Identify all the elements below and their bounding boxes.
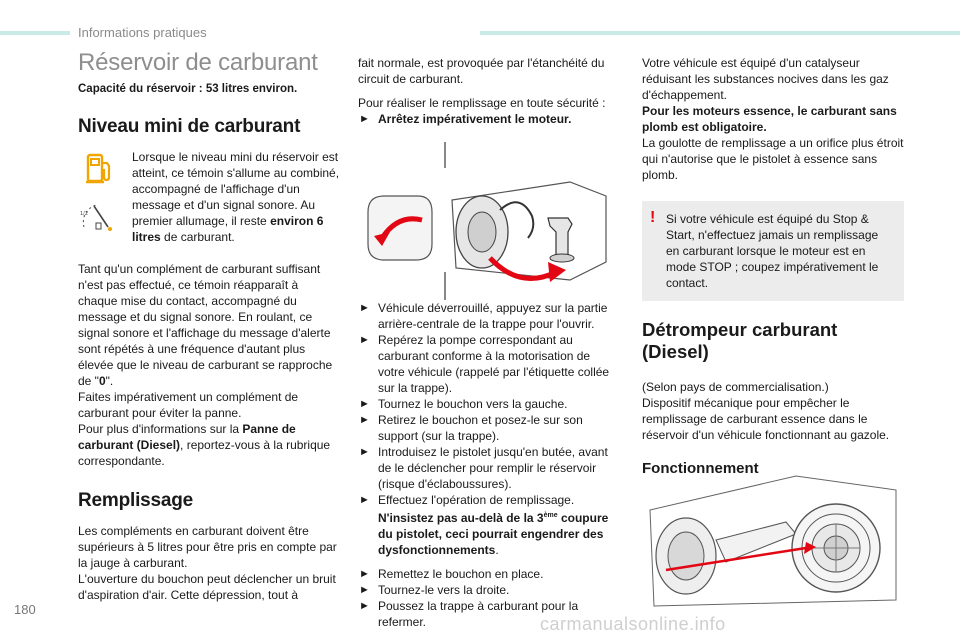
cutoff-warning <box>378 511 608 557</box>
svg-text:1/2: 1/2 <box>80 211 89 217</box>
niveau-text-1: Lorsque le niveau mini du réservoir est atteint, ce témoin s'allume au combiné, accompagné de l'affichage d'un message et d'un signal sonore. Au premier allumage, il reste <box>132 150 340 228</box>
warning-icons <box>78 149 122 245</box>
step-text: Remettez le bouchon en place. <box>378 567 544 581</box>
niveau-p4-link: Panne de carburant (Diesel) <box>78 422 296 452</box>
cutoff-warning-b: coupure du pistolet, ceci pourrait engendrer des dysfonctionnements <box>378 511 609 557</box>
niveau-p2-c: ". <box>105 374 114 388</box>
page-number: 180 <box>14 602 36 617</box>
step-item <box>358 444 620 492</box>
stop-engine-step <box>358 111 620 127</box>
step-item <box>358 582 620 598</box>
heading-niveau-mini: Niveau mini de carburant <box>78 116 301 137</box>
catalyst-text: Votre véhicule est équipé d'un catalyseur réduisant les substances nocives dans les gaz d'échappement. <box>642 56 889 102</box>
arrow-marker-icon: ► <box>359 113 370 125</box>
arrow-marker-icon: ► <box>359 584 370 596</box>
section-title: Informations pratiques <box>78 25 207 40</box>
niveau-p2-zero: 0 <box>98 374 106 388</box>
col2-p1: fait normale, est provoquée par l'étanchéité du circuit de carburant. <box>358 56 605 86</box>
remplissage-p1: Les compléments en carburant doivent être supérieurs à 5 litres pour être pris en compte par la jauge à carburant. <box>78 524 337 570</box>
niveau-p2-a: Tant qu'un complément de carburant suffisant n'est pas effectué, ce témoin réapparaît à chaque mise du contact, accompagné du message et du signal sonore. En roulant, ce signal sonore et l'affichage du message d'alerte sont répétés à une fréquence d'autant plus élevée que le niveau de carburant se rapproche de " <box>78 262 333 388</box>
heading-remplissage: Remplissage <box>78 490 194 511</box>
arrow-marker-icon: ► <box>359 414 370 426</box>
column-middle <box>358 55 620 127</box>
step-item <box>358 396 620 412</box>
arrow-marker-icon: ► <box>359 568 370 580</box>
filler-neck-text: La goulotte de remplissage a un orifice plus étroit qui n'autorise que le pistolet à essence sans plomb. <box>642 136 904 182</box>
low-fuel-block <box>78 149 340 245</box>
column-left <box>78 49 340 611</box>
col2-p2: Pour réaliser le remplissage en toute sécurité : <box>358 96 606 110</box>
step-item <box>358 492 620 558</box>
arrow-marker-icon: ► <box>359 334 370 346</box>
step-text: Tournez-le vers la droite. <box>378 583 510 597</box>
exclamation-icon: ! <box>650 209 656 226</box>
arrow-marker-icon: ► <box>359 302 370 314</box>
step-item <box>358 566 620 582</box>
tank-capacity: Capacité du réservoir : 53 litres environ. <box>78 83 298 95</box>
arrow-marker-icon: ► <box>359 446 370 458</box>
header-bar-left <box>0 31 70 35</box>
misfuel-device-illustration <box>646 470 906 610</box>
steps-block <box>358 300 620 630</box>
watermark: carmanualsonline.info <box>540 614 726 634</box>
niveau-more-info <box>78 421 340 469</box>
arrow-marker-icon: ► <box>359 398 370 410</box>
unleaded-required <box>642 103 904 135</box>
arrow-marker-icon: ► <box>359 494 370 506</box>
detrompeur-country: (Selon pays de commercialisation.) <box>642 380 829 394</box>
step-text: Véhicule déverrouillé, appuyez sur la partie arrière-centrale de la trappe pour l'ouvrir. <box>378 301 608 331</box>
cutoff-warning-sup: ème <box>543 512 558 519</box>
niveau-p4-a: Pour plus d'informations sur la <box>78 422 243 436</box>
stop-start-warning-text: Si votre véhicule est équipé du Stop & Start, n'effectuez jamais un remplissage en carburant lorsque le moteur est en mode STOP ; coupez impérativement le contact. <box>666 212 879 290</box>
step-item <box>358 412 620 444</box>
header-bar-right <box>480 31 960 35</box>
step-text: Repérez la pompe correspondant au carburant conforme à la motorisation de votre véhicule (rappelé par l'étiquette collée sur la trappe). <box>378 333 610 395</box>
heading-fonctionnement: Fonctionnement <box>642 460 759 477</box>
step-item <box>358 332 620 396</box>
niveau-text-2: de carburant. <box>160 230 235 244</box>
niveau-advice: Faites impérativement un complément de carburant pour éviter la panne. <box>78 390 299 420</box>
column-right <box>642 55 904 487</box>
niveau-text-bold: environ 6 litres <box>132 214 324 244</box>
unleaded-required-bold: Pour les moteurs essence, le carburant sans plomb est obligatoire. <box>642 104 897 134</box>
fuel-gauge-icon <box>78 199 122 233</box>
step-text: Poussez la trappe à carburant pour la refermer. <box>378 599 579 629</box>
stop-engine-text: Arrêtez impérativement le moteur. <box>378 112 572 126</box>
cutoff-warning-a: N'insistez pas au-delà de la 3 <box>378 511 544 525</box>
fuel-pump-icon <box>85 151 115 185</box>
step-text: Tournez le bouchon vers la gauche. <box>378 397 568 411</box>
step-text: Effectuez l'opération de remplissage. <box>378 493 575 507</box>
step-text: Introduisez le pistolet jusqu'en butée, avant de le déclencher pour remplir le réservoir (risque d'éclaboussures). <box>378 445 608 491</box>
niveau-p4-c: , reportez-vous à la rubrique correspondante. <box>78 438 331 468</box>
step-text: Retirez le bouchon et posez-le sur son support (sur la trappe). <box>378 413 583 443</box>
fuel-filler-illustration <box>360 140 620 300</box>
detrompeur-desc: Dispositif mécanique pour empêcher le remplissage de carburant essence dans le réservoir d'un véhicule fonctionnant au gazole. <box>642 396 890 442</box>
cutoff-warning-end: . <box>495 543 499 557</box>
stop-start-warning <box>642 201 904 301</box>
heading-detrompeur: Détrompeur carburant (Diesel) <box>642 319 838 362</box>
remplissage-p2: L'ouverture du bouchon peut déclencher un bruit d'aspiration d'air. Cette dépression, tout à <box>78 572 336 602</box>
page-title: Réservoir de carburant <box>78 49 318 76</box>
step-item <box>358 300 620 332</box>
arrow-marker-icon: ► <box>359 600 370 612</box>
niveau-paragraph <box>78 261 340 389</box>
